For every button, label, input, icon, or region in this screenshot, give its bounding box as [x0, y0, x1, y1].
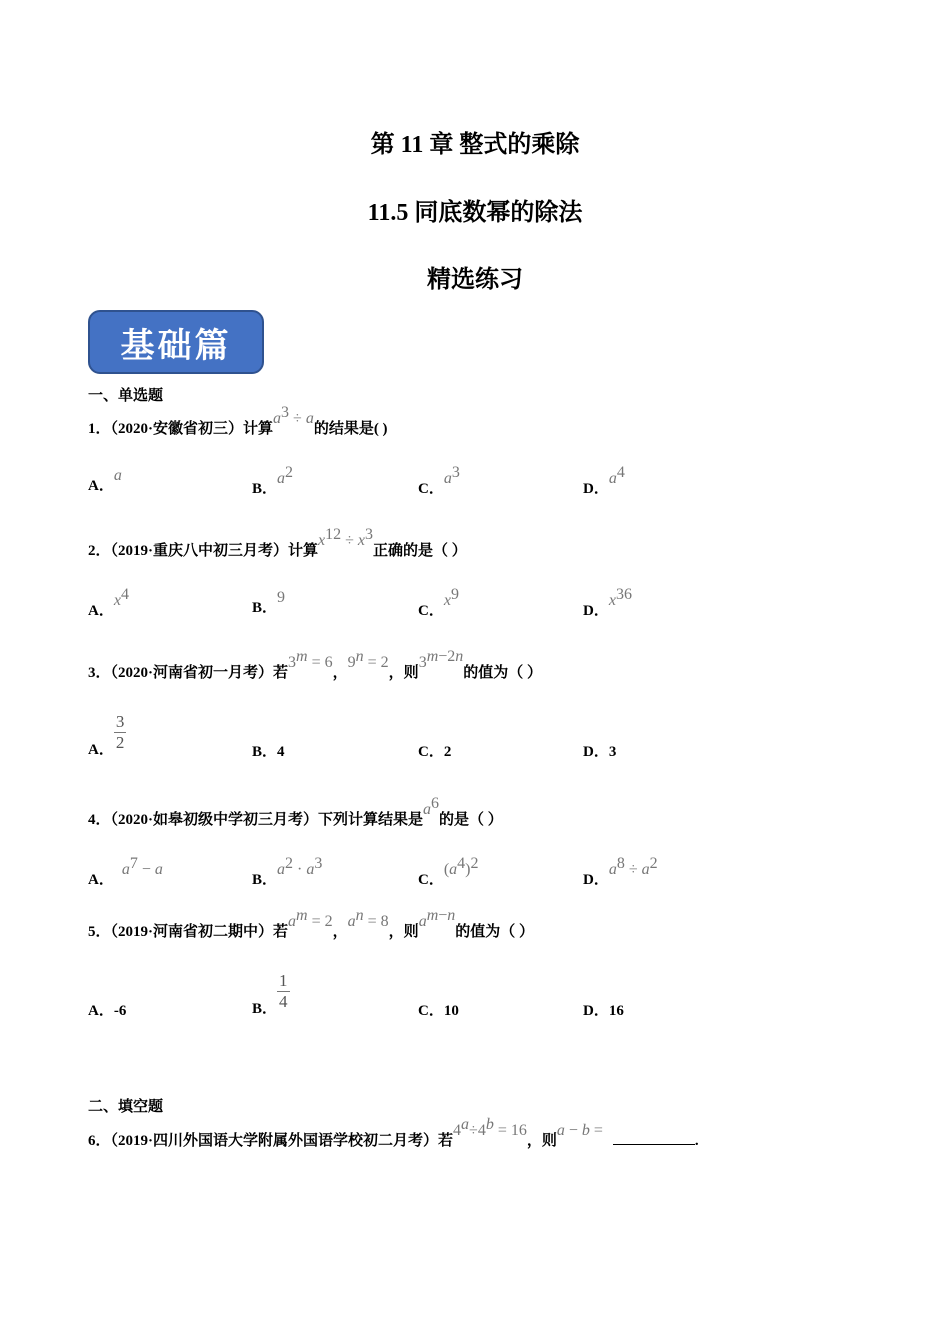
option-a: A． $\frac{3}{2}$ — [88, 712, 125, 758]
question-tail: 的是（ ） — [439, 812, 503, 828]
math-expression: $9^n = 2$ — [347, 648, 389, 671]
question-1 — [88, 404, 388, 438]
option-a: A．$x^4$ — [88, 586, 129, 619]
question-source: （2020·安徽省初三）计算 — [110, 421, 274, 437]
math-expression: $4^a\div 4^b = 16$ — [453, 1116, 527, 1139]
section-heading-fill-blank: 二、填空题 — [88, 1099, 164, 1115]
question-number: 2． — [88, 543, 111, 559]
option-b: B．$a^2$ — [252, 464, 294, 497]
answer-blank[interactable] — [613, 1130, 695, 1145]
question-source: （2019·河南省初二期中）若 — [110, 924, 289, 940]
question-number: 3． — [88, 665, 111, 681]
question-source: （2019·四川外国语大学附属外国语学校初二月考）若 — [110, 1133, 454, 1149]
option-c: C．2 — [418, 744, 452, 760]
badge-label: 基础篇 — [120, 325, 232, 366]
math-expression: $a^m = 2$ — [288, 907, 333, 930]
question-number: 1． — [88, 421, 111, 437]
math-expression: $a^3 \div a$ — [273, 404, 314, 427]
question-source: （2020·河南省初一月考）若 — [110, 665, 289, 681]
math-expression: $a^{m-n}$ — [418, 907, 456, 930]
question-6: 6．（2019·四川外国语大学附属外国语学校初二月考）若$4^a\div 4^b = 16$，则a − b = . — [88, 1116, 699, 1149]
option-c: C．$x^9$ — [418, 586, 459, 619]
question-tail: 的值为（ ） — [455, 924, 535, 940]
question-source: （2020·如皋初级中学初三月考）下列计算结果是 — [110, 812, 424, 828]
chapter-title: 第 11 章 整式的乘除 — [370, 132, 580, 158]
question-3: 3．（2020·河南省初一月考）若$3^m = 6$，$9^n = 2$，则$3^{m-2n}$的值为（ ） — [88, 648, 543, 681]
option-b: B． $\frac{1}{4}$ — [252, 971, 288, 1017]
option-d: D．3 — [583, 744, 617, 760]
option-d: D．16 — [583, 1003, 624, 1019]
option-a: A．-6 — [88, 1003, 127, 1019]
question-number: 5． — [88, 924, 111, 940]
section-heading-single-choice: 一、单选题 — [88, 388, 164, 404]
section-title: 11.5 同底数幂的除法 — [367, 200, 583, 226]
question-source: （2019·重庆八中初三月考）计算 — [110, 543, 319, 559]
option-b: B．$a^2 \cdot a^3$ — [252, 855, 323, 888]
fraction: $\frac{3}{2}$ — [115, 712, 125, 752]
option-c: C．$a^3$ — [418, 464, 460, 497]
math-expression: $3^{m-2n}$ — [418, 648, 464, 671]
option-c: C．$(a^4)^2$ — [418, 855, 479, 888]
question-number: 4． — [88, 812, 111, 828]
fraction: $\frac{1}{4}$ — [279, 971, 288, 1011]
question-number: 6． — [88, 1133, 111, 1149]
question-tail: 的值为（ ） — [463, 665, 543, 681]
option-c: C．10 — [418, 1003, 459, 1019]
question-4 — [88, 795, 503, 829]
question-2 — [88, 526, 467, 560]
math-expression: $a^n = 8$ — [347, 907, 389, 930]
math-expression: $x^{12} \div x^3$ — [318, 526, 374, 549]
option-a: A．a — [88, 467, 122, 494]
subtitle: 精选练习 — [427, 267, 523, 293]
option-d: D．$a^4$ — [583, 464, 625, 497]
option-d: D．$x^{36}$ — [583, 586, 632, 619]
math-expression: $3^m = 6$ — [288, 648, 333, 671]
option-a: A．$a^7 - a$ — [88, 855, 163, 888]
option-d: D．$a^8 \div a^2$ — [583, 855, 658, 888]
question-5: 5．（2019·河南省初二期中）若$a^m = 2$，$a^n = 8$，则$a^{m-n}$的值为（ ） — [88, 907, 535, 940]
question-tail: 的结果是( ) — [313, 421, 388, 437]
math-expression: a − b = — [556, 1122, 607, 1139]
basic-level-badge — [88, 310, 264, 374]
math-expression: $a^6$ — [423, 795, 440, 818]
option-b: B．9 — [252, 589, 286, 616]
question-tail: 正确的是（ ） — [373, 543, 467, 559]
option-b: B．4 — [252, 744, 285, 760]
